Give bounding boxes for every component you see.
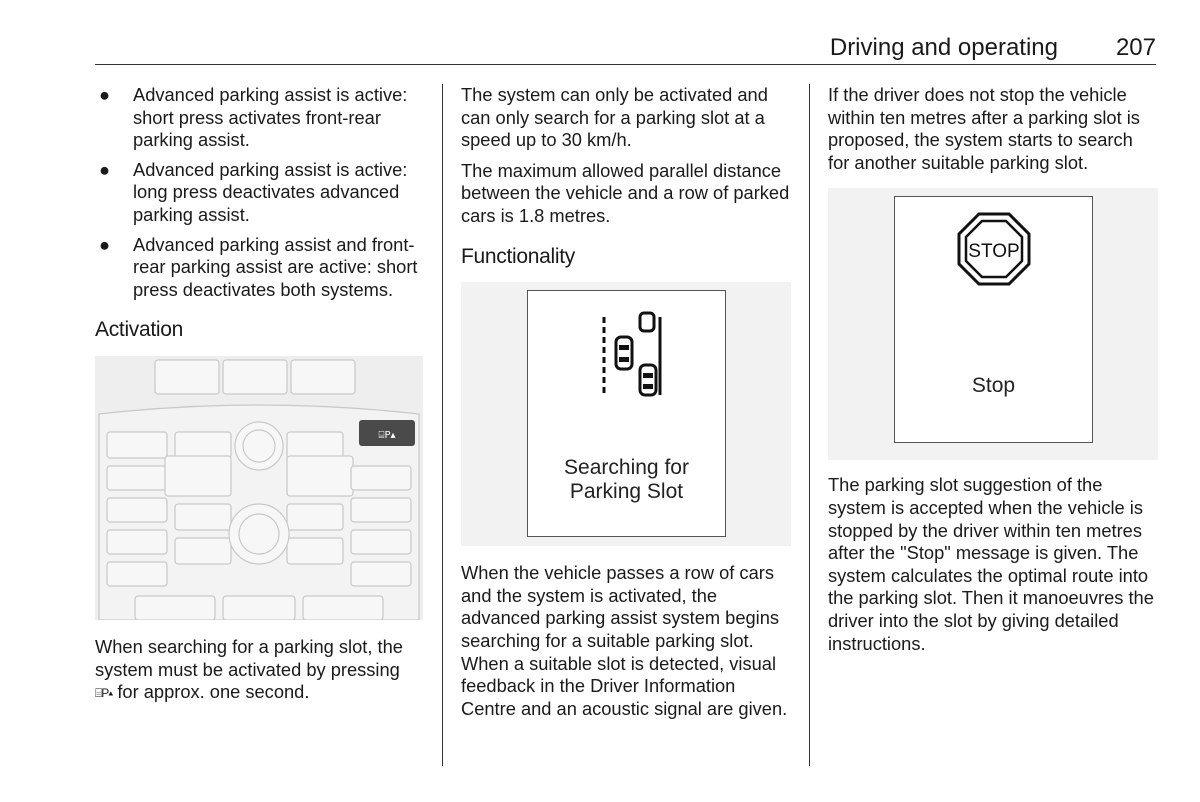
paragraph: The maximum allowed parallel distance between the vehicle and a row of parked cars is 1.8 metres. (461, 159, 790, 226)
column-divider-1 (442, 84, 443, 766)
column-1 (95, 84, 425, 713)
bullet-list (95, 84, 425, 301)
stop-display-figure (828, 188, 1158, 460)
bullet-icon: ● (99, 233, 111, 255)
driver-info-display (527, 290, 726, 537)
svg-text:⌸P▴: ⌸P▴ (378, 429, 396, 441)
list-item: ● Advanced parking assist and front-rear parking assist are active: short press deactivates both systems. (99, 233, 418, 300)
paragraph: When the vehicle passes a row of cars and the system is activated, the advanced parking assist system begins searching for a suitable parking slot. When a suitable slot is detected, visual feedback in the Driver Information Centre and an acoustic signal are given. (461, 562, 788, 719)
paragraph: The parking slot suggestion of the system is accepted when the vehicle is stopped by the driver within ten metres after the "Stop" message is given. The system calculates the optimal route into the parking slot. Then it manoeuvres the driver into the slot by giving detailed instructions. (828, 474, 1154, 654)
stop-sign-text: STOP (968, 241, 1020, 263)
list-item: ● Advanced parking assist is active: long press deactivates advanced parking assist. (99, 158, 408, 225)
list-item: ● Advanced parking assist is active: short press activates front-rear parking assist. (99, 84, 408, 151)
heading-activation: Activation (95, 318, 184, 342)
parking-assist-icon: ⌸P▴ (95, 686, 113, 701)
column-3 (828, 84, 1158, 663)
display-text-line2: Parking Slot (569, 480, 684, 504)
center-console-figure (95, 356, 423, 620)
paragraph: The system can only be activated and can only search for a parking slot at a speed up to 30 km/h. (461, 84, 768, 151)
header-divider (95, 64, 1156, 65)
bullet-icon: ● (99, 84, 111, 105)
paragraph: If the driver does not stop the vehicle within ten metres after a parking slot is proposed, the system starts to search for another suitable parking slot. (828, 84, 1140, 173)
display-label-stop: Stop (971, 374, 1016, 398)
column-divider-2 (809, 84, 810, 766)
page-number: 207 (1115, 34, 1156, 61)
stop-sign-icon (895, 197, 1092, 307)
activation-paragraph: When searching for a parking slot, the system must be activated by pressing ⌸P▴ for approx. one second. (95, 636, 425, 705)
column-2 (461, 84, 791, 728)
driver-info-display (894, 196, 1093, 443)
heading-functionality: Functionality (461, 244, 575, 268)
center-console-illustration (95, 356, 423, 620)
section-title: Driving and operating (829, 34, 1058, 61)
parking-search-icon (528, 291, 725, 431)
display-text-line1: Searching for (564, 456, 689, 480)
page-header (95, 34, 1156, 64)
bullet-icon: ● (99, 158, 111, 180)
searching-display-figure (461, 282, 791, 546)
